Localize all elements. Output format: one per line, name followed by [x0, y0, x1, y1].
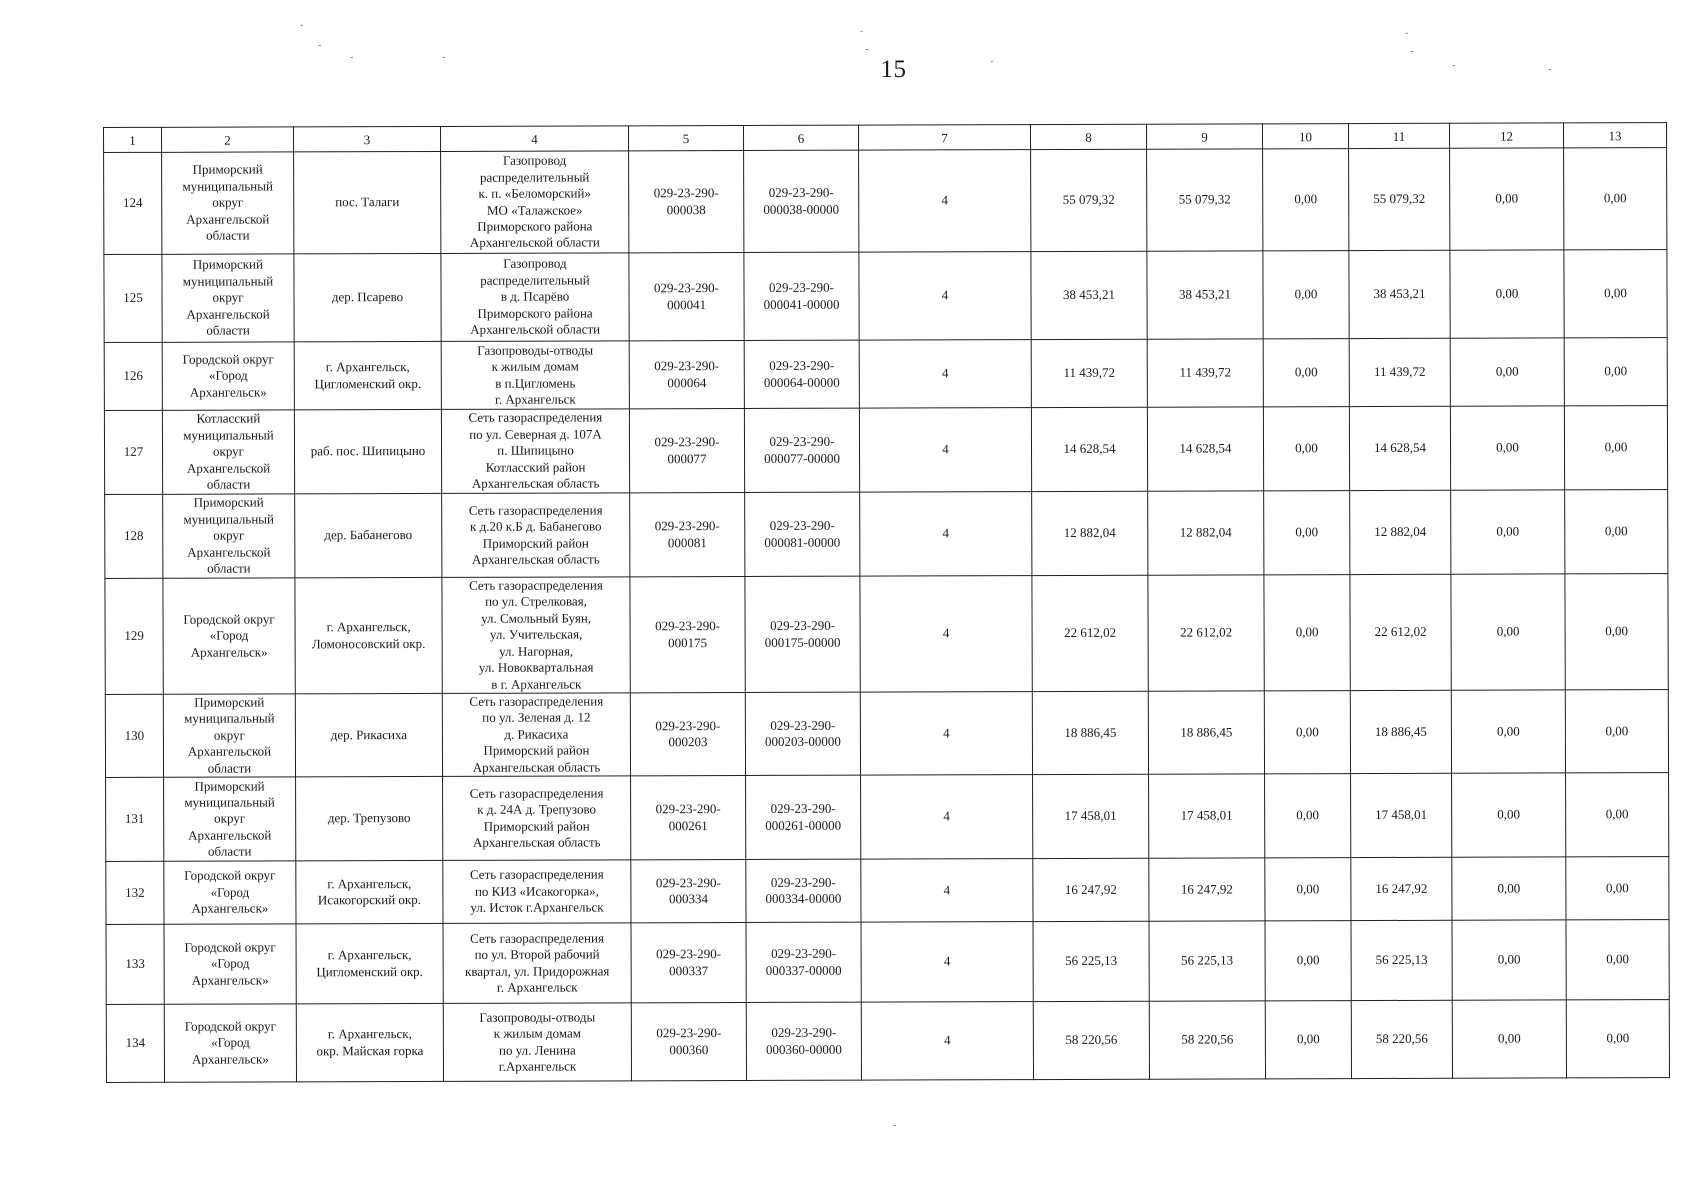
scan-speck: -	[1410, 46, 1414, 57]
category-cell: 4	[859, 408, 1031, 493]
value-cell: 0,00	[1263, 339, 1349, 407]
category-cell: 4	[859, 252, 1031, 341]
code-cell: 029-23-290- 000203	[630, 692, 745, 775]
column-header: 8	[1030, 124, 1146, 149]
row-number: 126	[104, 342, 162, 410]
scan-speck: ˘	[442, 56, 446, 67]
inventory-cell: 029-23-290- 000038-00000	[744, 150, 859, 252]
value-cell: 58 220,56	[1351, 1000, 1452, 1078]
value-cell: 38 453,21	[1349, 250, 1450, 338]
category-cell: 4	[861, 859, 1033, 923]
district-cell: Приморский муниципальный округ Архангельской области	[164, 777, 296, 861]
value-cell: 56 225,13	[1033, 921, 1149, 1001]
value-cell: 0,00	[1564, 338, 1667, 406]
district-cell: Котласский муниципальный округ Архангельской области	[162, 410, 294, 494]
value-cell: 11 439,72	[1147, 339, 1263, 407]
scan-speck: ˘	[990, 60, 994, 71]
value-cell: 18 886,45	[1350, 690, 1451, 773]
code-cell: 029-23-290- 000081	[630, 492, 745, 576]
value-cell: 58 220,56	[1033, 1001, 1149, 1079]
column-header: 6	[743, 125, 858, 150]
row-number: 131	[106, 777, 164, 861]
value-cell: 0,00	[1450, 148, 1564, 250]
code-cell: 029-23-290- 000038	[629, 150, 744, 252]
district-cell: Городской округ «Город Архангельск»	[162, 342, 294, 410]
locality-cell: дер. Псарево	[294, 253, 441, 341]
table-row	[106, 773, 1669, 862]
locality-cell: дер. Трепузово	[296, 776, 443, 860]
value-cell: 16 247,92	[1033, 858, 1149, 921]
value-cell: 38 453,21	[1147, 251, 1263, 339]
category-cell: 4	[859, 150, 1031, 253]
category-cell: 4	[861, 775, 1033, 860]
inventory-cell: 029-23-290- 000203-00000	[745, 692, 860, 775]
inventory-cell: 029-23-290- 000077-00000	[744, 408, 859, 492]
row-number: 132	[106, 861, 164, 924]
code-cell: 029-23-290- 000077	[629, 408, 744, 492]
inventory-cell: 029-23-290- 000334-00000	[746, 859, 861, 922]
scan-speck: ˘	[860, 30, 864, 41]
row-number: 133	[106, 924, 164, 1004]
value-cell: 0,00	[1265, 858, 1351, 921]
code-cell: 029-23-290- 000064	[629, 340, 744, 408]
code-cell: 029-23-290- 000360	[631, 1003, 746, 1081]
object-cell: Газопровод распределительный в д. Псарёво Приморского района Архангельской области	[441, 253, 629, 342]
district-cell: Приморский муниципальный округ Архангельской области	[162, 152, 294, 254]
value-cell: 22 612,02	[1032, 575, 1148, 691]
value-cell: 0,00	[1566, 773, 1669, 857]
value-cell: 22 612,02	[1148, 575, 1264, 691]
object-cell: Газопровод распределительный к. п. «Беломорский» МО «Талажское» Приморского района Архангельской области	[441, 151, 629, 254]
value-cell: 17 458,01	[1351, 773, 1452, 857]
locality-cell: г. Архангельск, Цигломенский окр.	[296, 923, 443, 1003]
table-row	[105, 574, 1668, 695]
value-cell: 14 628,54	[1349, 406, 1450, 490]
value-cell: 0,00	[1452, 857, 1566, 920]
value-cell: 58 220,56	[1149, 1001, 1265, 1079]
value-cell: 0,00	[1265, 1001, 1351, 1079]
value-cell: 0,00	[1264, 575, 1350, 691]
value-cell: 0,00	[1564, 250, 1667, 338]
value-cell: 0,00	[1263, 407, 1349, 491]
object-cell: Сеть газораспределения по ул. Стрелковая, ул. Смольный Буян, ул. Учительская, ул. Нагорная, ул. Новоквартальная в г. Архангельск	[442, 577, 630, 694]
value-cell: 0,00	[1263, 251, 1349, 339]
value-cell: 0,00	[1263, 149, 1349, 251]
object-cell: Сеть газораспределения по ул. Второй рабочий квартал, ул. Придорожная г. Архангельск	[443, 923, 631, 1004]
value-cell: 0,00	[1264, 491, 1350, 575]
value-cell: 0,00	[1452, 1000, 1566, 1078]
code-cell: 029-23-290- 000175	[630, 576, 745, 692]
value-cell: 0,00	[1566, 1000, 1669, 1078]
row-number: 127	[104, 410, 162, 494]
value-cell: 18 886,45	[1032, 691, 1148, 774]
locality-cell: г. Архангельск, окр. Майская горка	[296, 1003, 443, 1081]
district-cell: Городской округ «Город Архангельск»	[164, 924, 296, 1004]
scan-speck: -	[318, 40, 322, 51]
inventory-cell: 029-23-290- 000337-00000	[746, 922, 861, 1002]
district-cell: Городской округ «Город Архангельск»	[164, 1004, 296, 1082]
locality-cell: г. Архангельск, Цигломенский окр.	[294, 341, 441, 409]
category-cell: 4	[859, 340, 1031, 409]
locality-cell: пос. Талаги	[294, 151, 441, 253]
value-cell: 0,00	[1451, 690, 1565, 773]
table-row	[106, 857, 1669, 925]
column-header: 9	[1146, 124, 1262, 149]
category-cell: 4	[860, 492, 1032, 577]
object-cell: Газопроводы-отводы к жилым домам в п.Цигломень г. Архангельск	[441, 341, 629, 410]
locality-cell: дер. Бабанегово	[295, 493, 442, 577]
inventory-cell: 029-23-290- 000175-00000	[745, 576, 860, 692]
code-cell: 029-23-290- 000334	[631, 860, 746, 923]
district-cell: Приморский муниципальный округ Архангельской области	[163, 494, 295, 578]
row-number: 130	[105, 694, 163, 777]
table-row	[104, 148, 1667, 255]
locality-cell: дер. Рикасиха	[295, 693, 442, 776]
value-cell: 0,00	[1451, 574, 1565, 690]
table-row	[104, 406, 1667, 495]
column-header: 11	[1348, 123, 1449, 148]
column-header: 3	[294, 126, 441, 151]
value-cell: 0,00	[1450, 338, 1564, 406]
value-cell: 16 247,92	[1149, 858, 1265, 921]
value-cell: 11 439,72	[1031, 339, 1147, 407]
value-cell: 16 247,92	[1351, 857, 1452, 920]
scan-speck: -	[1548, 64, 1552, 75]
scan-speck: -	[865, 44, 869, 55]
registry-table	[103, 122, 1670, 1083]
value-cell: 55 079,32	[1031, 149, 1147, 251]
row-number: 129	[105, 578, 163, 694]
value-cell: 0,00	[1450, 250, 1564, 338]
value-cell: 0,00	[1566, 920, 1669, 1000]
value-cell: 12 882,04	[1148, 491, 1264, 575]
district-cell: Приморский муниципальный округ Архангельской области	[163, 694, 295, 777]
page-number: 15	[880, 56, 907, 83]
value-cell: 56 225,13	[1351, 920, 1452, 1000]
object-cell: Сеть газораспределения к д. 24А д. Трепузово Приморский район Архангельская область	[443, 776, 631, 861]
value-cell: 0,00	[1565, 690, 1668, 773]
value-cell: 0,00	[1452, 773, 1566, 857]
scan-speck: -	[350, 52, 354, 63]
value-cell: 38 453,21	[1031, 251, 1147, 339]
inventory-cell: 029-23-290- 000041-00000	[744, 252, 859, 340]
inventory-cell: 029-23-290- 000261-00000	[746, 775, 861, 859]
category-cell: 4	[860, 692, 1032, 776]
column-header: 5	[628, 125, 743, 150]
value-cell: 14 628,54	[1031, 407, 1147, 491]
row-number: 128	[105, 494, 163, 578]
value-cell: 17 458,01	[1149, 774, 1265, 858]
value-cell: 0,00	[1451, 490, 1565, 574]
category-cell: 4	[861, 922, 1033, 1003]
table-row	[104, 338, 1667, 411]
locality-cell: г. Архангельск, Исакогорский окр.	[296, 860, 443, 923]
district-cell: Приморский муниципальный округ Архангельской области	[162, 254, 294, 342]
value-cell: 55 079,32	[1147, 149, 1263, 251]
value-cell: 0,00	[1264, 691, 1350, 774]
object-cell: Сеть газораспределения к д.20 к.Б д. Бабанегово Приморский район Архангельская область	[442, 493, 630, 578]
object-cell: Сеть газораспределения по ул. Зеленая д. 12 д. Рикасиха Приморский район Архангельская область	[442, 693, 630, 777]
inventory-cell: 029-23-290- 000064-00000	[744, 340, 859, 408]
table-row	[104, 250, 1667, 343]
value-cell: 55 079,32	[1349, 148, 1450, 250]
value-cell: 18 886,45	[1148, 691, 1264, 774]
column-header: 10	[1262, 124, 1348, 149]
object-cell: Сеть газораспределения по КИЗ «Исакогорка», ул. Исток г.Архангельск	[443, 860, 631, 924]
value-cell: 0,00	[1450, 406, 1564, 490]
locality-cell: раб. пос. Шипицыно	[294, 409, 441, 493]
inventory-cell: 029-23-290- 000360-00000	[746, 1002, 861, 1080]
value-cell: 0,00	[1565, 574, 1668, 690]
value-cell: 14 628,54	[1147, 407, 1263, 491]
value-cell: 12 882,04	[1032, 491, 1148, 575]
row-number: 125	[104, 254, 162, 342]
column-header: 13	[1563, 123, 1666, 148]
code-cell: 029-23-290- 000041	[629, 252, 744, 340]
value-cell: 0,00	[1265, 921, 1351, 1001]
value-cell: 0,00	[1566, 857, 1669, 920]
value-cell: 0,00	[1564, 148, 1667, 250]
code-cell: 029-23-290- 000261	[631, 776, 746, 860]
scan-speck: -	[1452, 60, 1456, 71]
value-cell: 17 458,01	[1033, 774, 1149, 858]
category-cell: 4	[861, 1002, 1033, 1081]
value-cell: 22 612,02	[1350, 574, 1451, 690]
object-cell: Сеть газораспределения по ул. Северная д. 107А п. Шипицыно Котласский район Архангельская область	[441, 409, 629, 494]
locality-cell: г. Архангельск, Ломоносовский окр.	[295, 577, 442, 693]
column-header: 2	[162, 127, 294, 152]
code-cell: 029-23-290- 000337	[631, 923, 746, 1003]
scan-speck: ˘	[300, 24, 304, 35]
value-cell: 12 882,04	[1350, 490, 1451, 574]
row-number: 134	[106, 1004, 164, 1082]
column-header: 7	[858, 125, 1030, 151]
value-cell: 0,00	[1565, 490, 1668, 574]
table-row	[106, 1000, 1669, 1083]
value-cell: 11 439,72	[1349, 338, 1450, 406]
column-header: 1	[104, 127, 162, 152]
object-cell: Газопроводы-отводы к жилым домам по ул. Ленина г.Архангельск	[443, 1003, 631, 1082]
table-row	[106, 920, 1669, 1005]
district-cell: Городской округ «Город Архангельск»	[164, 861, 296, 924]
value-cell: 56 225,13	[1149, 921, 1265, 1001]
column-header: 12	[1449, 123, 1563, 148]
district-cell: Городской округ «Город Архангельск»	[163, 578, 295, 694]
value-cell: 0,00	[1452, 920, 1566, 1000]
category-cell: 4	[860, 576, 1032, 693]
value-cell: 0,00	[1265, 774, 1351, 858]
inventory-cell: 029-23-290- 000081-00000	[745, 492, 860, 576]
scan-speck: ˘	[1405, 32, 1409, 43]
value-cell: 0,00	[1564, 406, 1667, 490]
table-row	[105, 490, 1668, 579]
scan-speck: -	[893, 1120, 897, 1131]
table-row	[105, 690, 1668, 778]
column-header: 4	[440, 126, 628, 152]
row-number: 124	[104, 152, 162, 254]
